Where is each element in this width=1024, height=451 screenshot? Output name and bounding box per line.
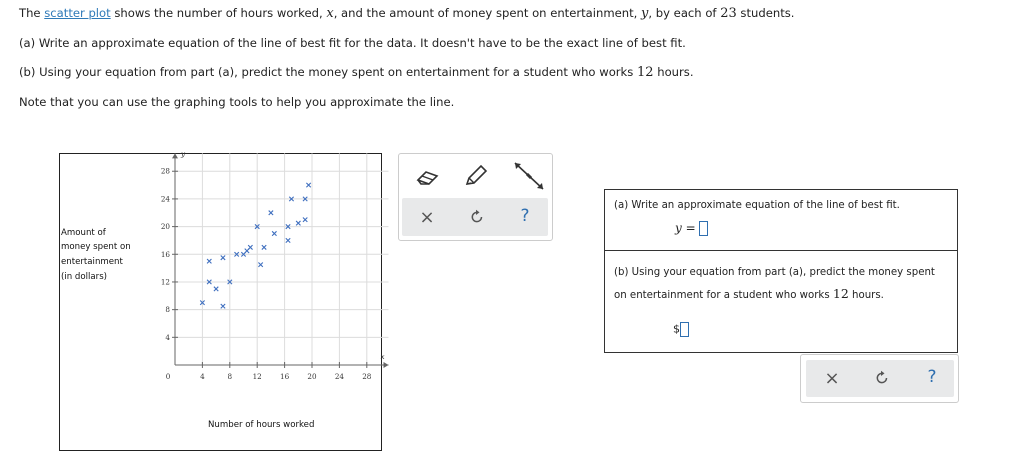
question-note: Note that you can use the graphing tools to help you approximate the line. (19, 95, 455, 109)
data-point (214, 287, 218, 291)
data-point (248, 245, 252, 249)
y-axis-label-line-1: Amount of (61, 228, 106, 238)
x-tick-label: 16 (280, 372, 290, 381)
y-tick-label: 8 (165, 305, 170, 315)
y-axis-var: y (181, 149, 186, 159)
data-point (221, 304, 225, 308)
answer-controls (800, 354, 959, 403)
data-point (303, 217, 307, 221)
intro-text: , and the amount of money spent on entertainment, (333, 6, 642, 20)
intro-text: The (19, 6, 45, 20)
part-b-prompt-line-2 (614, 286, 884, 301)
money-row (673, 322, 689, 337)
graphing-tools-panel (398, 153, 553, 241)
y-axis-arrow (172, 153, 178, 158)
part-b-prompt-text: hours. (848, 290, 884, 301)
eraser-tool-button[interactable] (413, 164, 443, 190)
data-point (207, 259, 211, 263)
part-a-prompt: (a) Write an approximate equation of the line of best fit. (614, 200, 900, 211)
part-b-prompt-line-1: (b) Using your equation from part (a), predict the money spent (614, 267, 935, 278)
x-tick-label: 8 (227, 372, 233, 381)
line-tool-button[interactable] (509, 158, 549, 194)
undo-icon (874, 370, 890, 386)
x-tick-label: 24 (334, 372, 344, 381)
question-part-b (19, 65, 694, 80)
data-point (306, 183, 310, 187)
question-intro (19, 6, 794, 21)
eraser-icon (415, 167, 441, 187)
y-tick-label: 28 (160, 166, 170, 176)
help-answer-button[interactable]: ? (927, 367, 937, 387)
data-point (262, 245, 266, 249)
part-b-text: (b) Using your equation from part (a), predict the money spent on entertainment for a student who works (19, 65, 637, 79)
clear-answer-button[interactable]: × (824, 367, 840, 389)
clear-button[interactable]: × (419, 206, 435, 228)
part-b-prompt-hours: 12 (832, 286, 849, 301)
y-tick-label: 4 (165, 332, 170, 342)
y-tick-label: 24 (160, 194, 170, 204)
y-tick-label: 20 (160, 222, 170, 232)
question-part-a: (a) Write an approximate equation of the line of best fit for the data. It doesn't have to be the exact line of best fit. (19, 36, 686, 50)
scatter-plot-link[interactable]: scatter plot (44, 6, 111, 20)
equation-var: y (675, 221, 682, 235)
origin-label: 0 (165, 372, 171, 381)
equals-sign: = (681, 221, 700, 235)
part-b-text: hours. (653, 65, 694, 79)
x-axis-label: Number of hours worked (208, 420, 315, 430)
equation-row (675, 221, 708, 236)
scatter-graph[interactable] (59, 149, 385, 451)
student-count: 23 (720, 6, 737, 21)
line-tool-icon (510, 159, 548, 193)
data-point (221, 256, 225, 260)
part-b-hours: 12 (637, 65, 654, 80)
var-x: x (326, 6, 334, 21)
data-point (296, 221, 300, 225)
x-tick-label: 20 (307, 372, 317, 381)
x-tick-label: 28 (362, 372, 372, 381)
var-y: y (641, 6, 649, 21)
data-point (269, 211, 273, 215)
x-tick-label: 12 (252, 372, 262, 381)
data-point (258, 262, 262, 266)
money-input[interactable] (680, 322, 689, 337)
y-axis-label-line-4: (in dollars) (61, 272, 108, 282)
x-axis-var: x (380, 352, 385, 361)
x-axis-arrow (384, 362, 389, 368)
x-tick-label: 4 (200, 372, 205, 381)
y-axis-label-line-3: entertainment (61, 257, 123, 267)
undo-icon (469, 209, 485, 225)
undo-answer-button[interactable] (869, 365, 895, 391)
intro-text: , by each of (648, 6, 721, 20)
answer-panel (604, 189, 958, 353)
plot-area[interactable] (60, 149, 385, 414)
help-button[interactable]: ? (520, 206, 530, 226)
answer-controls-bar (806, 360, 954, 397)
intro-text: shows the number of hours worked, (110, 6, 327, 20)
intro-text: students. (736, 6, 795, 20)
y-tick-label: 16 (160, 249, 170, 259)
panel-divider (605, 250, 957, 251)
currency-symbol: $ (673, 322, 680, 336)
data-point (272, 231, 276, 235)
y-tick-label: 12 (160, 277, 170, 287)
data-point (286, 238, 290, 242)
equation-input[interactable] (699, 221, 708, 236)
part-b-prompt-text: on entertainment for a student who works (614, 290, 833, 301)
y-axis-label-line-2: money spent on (61, 242, 131, 252)
pencil-tool-button[interactable] (461, 162, 491, 190)
tools-action-bar (402, 198, 548, 236)
pencil-icon (463, 163, 489, 189)
undo-button[interactable] (464, 204, 490, 230)
